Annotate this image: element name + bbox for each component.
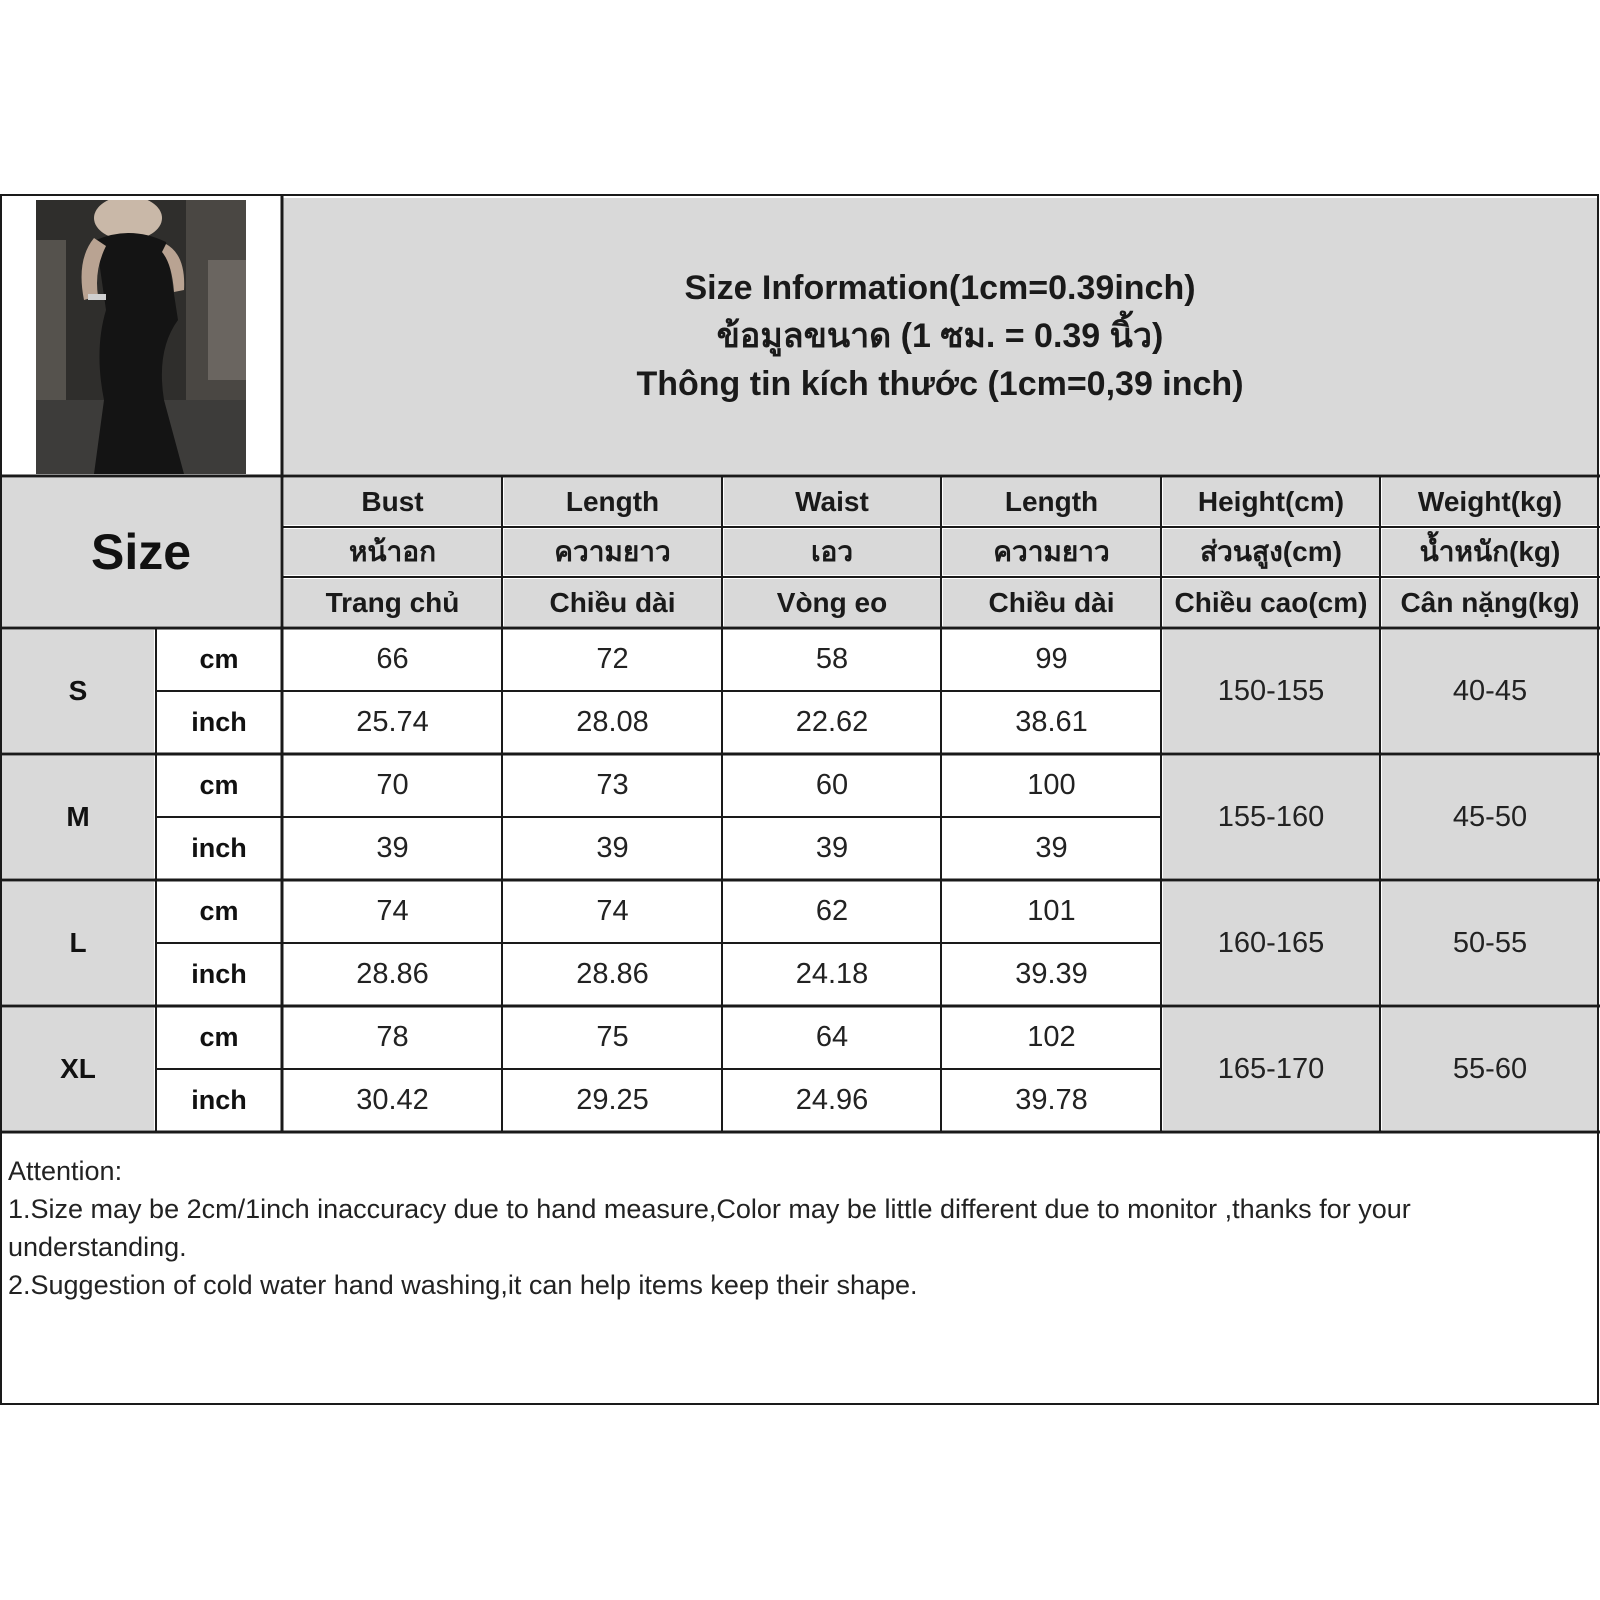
size-s: S bbox=[2, 630, 154, 752]
l-waist-inch: 24.18 bbox=[724, 945, 940, 1004]
l-length-cm: 74 bbox=[504, 882, 721, 941]
col-waist-vi: Vòng eo bbox=[724, 579, 940, 626]
s-length2-cm: 99 bbox=[943, 630, 1160, 689]
s-length-inch: 28.08 bbox=[504, 693, 721, 752]
chart-title bbox=[282, 198, 1598, 474]
s-waist-cm: 58 bbox=[724, 630, 940, 689]
xl-height: 165-170 bbox=[1163, 1008, 1379, 1130]
m-weight: 45-50 bbox=[1382, 756, 1598, 878]
unit-cm: cm bbox=[158, 756, 280, 815]
title-english: Size Information(1cm=0.39inch) bbox=[684, 269, 1196, 307]
xl-length2-inch: 39.78 bbox=[943, 1071, 1160, 1130]
m-length2-inch: 39 bbox=[943, 819, 1160, 878]
l-length2-inch: 39.39 bbox=[943, 945, 1160, 1004]
notes-item-2: 2.Suggestion of cold water hand washing,it can help items keep their shape. bbox=[8, 1270, 918, 1300]
col-height-vi: Chiều cao(cm) bbox=[1163, 579, 1379, 626]
m-length2-cm: 100 bbox=[943, 756, 1160, 815]
m-length-cm: 73 bbox=[504, 756, 721, 815]
l-waist-cm: 62 bbox=[724, 882, 940, 941]
xl-length-inch: 29.25 bbox=[504, 1071, 721, 1130]
unit-cm: cm bbox=[158, 1008, 280, 1067]
m-bust-cm: 70 bbox=[284, 756, 501, 815]
xl-length-cm: 75 bbox=[504, 1008, 721, 1067]
unit-cm: cm bbox=[158, 630, 280, 689]
product-photo bbox=[36, 200, 246, 474]
unit-inch: inch bbox=[158, 1071, 280, 1130]
l-bust-cm: 74 bbox=[284, 882, 501, 941]
s-bust-inch: 25.74 bbox=[284, 693, 501, 752]
m-height: 155-160 bbox=[1163, 756, 1379, 878]
col-length-th: ความยาว bbox=[504, 529, 721, 575]
col-height-th: ส่วนสูง(cm) bbox=[1163, 529, 1379, 575]
col-waist-th: เอว bbox=[724, 529, 940, 575]
col-bust-en: Bust bbox=[284, 478, 501, 525]
l-length-inch: 28.86 bbox=[504, 945, 721, 1004]
col-waist-en: Waist bbox=[724, 478, 940, 525]
unit-cm: cm bbox=[158, 882, 280, 941]
col-bust-vi: Trang chủ bbox=[284, 579, 501, 626]
col-length-vi: Chiều dài bbox=[504, 579, 721, 626]
title-thai: ข้อมูลขนาด (1 ซม. = 0.39 นิ้ว) bbox=[716, 317, 1164, 355]
s-height: 150-155 bbox=[1163, 630, 1379, 752]
xl-bust-cm: 78 bbox=[284, 1008, 501, 1067]
unit-inch: inch bbox=[158, 945, 280, 1004]
col-length2-vi: Chiều dài bbox=[943, 579, 1160, 626]
s-bust-cm: 66 bbox=[284, 630, 501, 689]
size-l: L bbox=[2, 882, 154, 1004]
m-waist-inch: 39 bbox=[724, 819, 940, 878]
attention-notes bbox=[2, 1148, 1596, 1404]
col-height-en: Height(cm) bbox=[1163, 478, 1379, 525]
m-length-inch: 39 bbox=[504, 819, 721, 878]
s-length-cm: 72 bbox=[504, 630, 721, 689]
size-chart bbox=[0, 194, 1600, 1406]
col-weight-vi: Cân nặng(kg) bbox=[1382, 579, 1598, 626]
l-weight: 50-55 bbox=[1382, 882, 1598, 1004]
size-header: Size bbox=[2, 478, 280, 626]
xl-bust-inch: 30.42 bbox=[284, 1071, 501, 1130]
unit-inch: inch bbox=[158, 693, 280, 752]
l-height: 160-165 bbox=[1163, 882, 1379, 1004]
col-weight-en: Weight(kg) bbox=[1382, 478, 1598, 525]
title-vietnamese: Thông tin kích thước (1cm=0,39 inch) bbox=[636, 365, 1244, 403]
col-length-en: Length bbox=[504, 478, 721, 525]
xl-weight: 55-60 bbox=[1382, 1008, 1598, 1130]
size-xl: XL bbox=[2, 1008, 154, 1130]
xl-waist-inch: 24.96 bbox=[724, 1071, 940, 1130]
col-length2-en: Length bbox=[943, 478, 1160, 525]
notes-item-1: 1.Size may be 2cm/1inch inaccuracy due to hand measure,Color may be little different due to monitor ,thanks for your understanding. bbox=[8, 1194, 1411, 1262]
col-bust-th: หน้าอก bbox=[284, 529, 501, 575]
xl-waist-cm: 64 bbox=[724, 1008, 940, 1067]
notes-heading: Attention: bbox=[8, 1156, 123, 1186]
m-waist-cm: 60 bbox=[724, 756, 940, 815]
size-m: M bbox=[2, 756, 154, 878]
xl-length2-cm: 102 bbox=[943, 1008, 1160, 1067]
unit-inch: inch bbox=[158, 819, 280, 878]
col-weight-th: น้ำหนัก(kg) bbox=[1382, 529, 1598, 575]
s-length2-inch: 38.61 bbox=[943, 693, 1160, 752]
s-waist-inch: 22.62 bbox=[724, 693, 940, 752]
product-photo-image bbox=[36, 200, 246, 474]
col-length2-th: ความยาว bbox=[943, 529, 1160, 575]
m-bust-inch: 39 bbox=[284, 819, 501, 878]
l-bust-inch: 28.86 bbox=[284, 945, 501, 1004]
l-length2-cm: 101 bbox=[943, 882, 1160, 941]
s-weight: 40-45 bbox=[1382, 630, 1598, 752]
